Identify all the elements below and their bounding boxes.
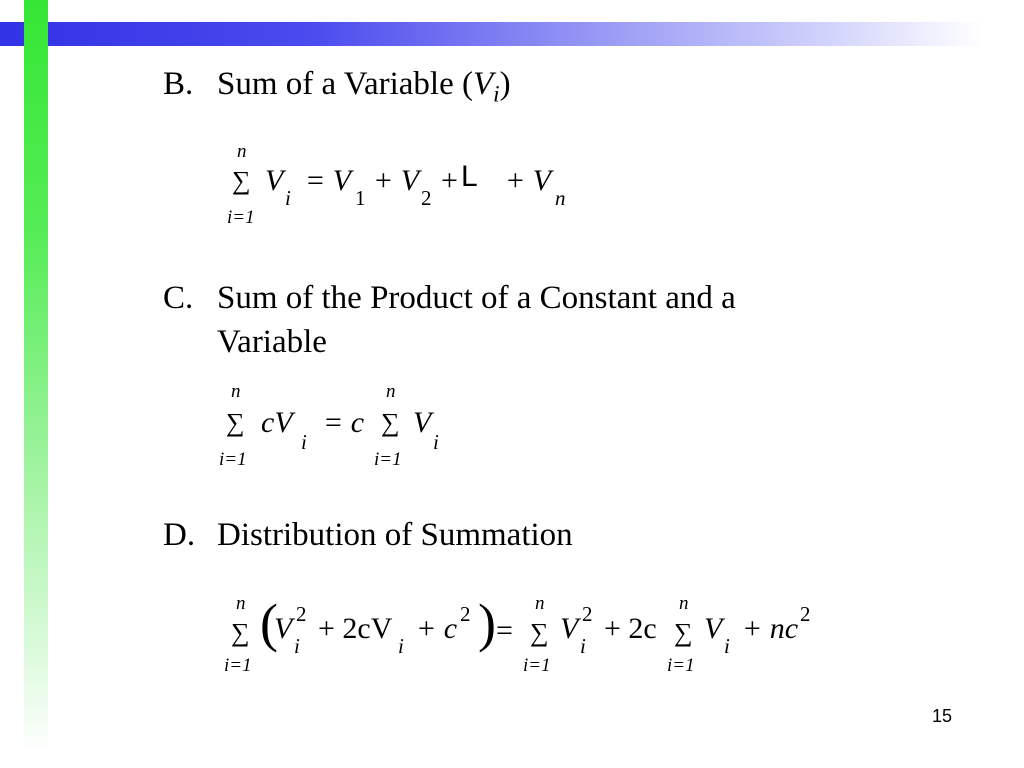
term-sub: i (580, 634, 586, 658)
ellipsis-symbol: L (461, 160, 478, 193)
term-v: + V (373, 164, 420, 197)
term-sup: 2 (296, 602, 307, 626)
term-sup: 2 (460, 602, 471, 626)
heading-b-var: V (473, 66, 494, 102)
term-sub: n (555, 186, 566, 210)
equals-sign: = (496, 614, 513, 647)
term-sub: i (398, 634, 404, 658)
sum-lower-limit: i=1 (523, 655, 551, 676)
page-number: 15 (931, 706, 952, 726)
term-equals-c: = c (323, 406, 365, 439)
term-sub: 2 (421, 186, 432, 210)
summation-icon: ∑ (381, 408, 400, 437)
left-decorative-bar (24, 0, 48, 768)
sum-upper-limit: n (386, 381, 396, 402)
term-sub: i (294, 634, 300, 658)
term-sup: 2 (800, 602, 811, 626)
plus-sign: + (441, 164, 458, 197)
sum-lower-limit: i=1 (374, 449, 402, 470)
term-v: = V (305, 164, 352, 197)
term-v: V (560, 612, 579, 645)
close-paren: ) (478, 593, 496, 653)
term-sub: i (301, 430, 307, 454)
heading-b-close: ) (499, 66, 511, 102)
formula-distribution (222, 590, 822, 700)
heading-b-sub: i (493, 81, 500, 107)
term-nc: + nc (742, 612, 799, 645)
heading-text-d: Distribution of Summation (217, 517, 573, 553)
term-sup: 2 (582, 602, 593, 626)
term-2cv: + 2cV (318, 612, 393, 645)
summation-icon: ∑ (530, 618, 549, 647)
summation-icon: ∑ (226, 408, 245, 437)
term-v: V (274, 612, 293, 645)
summation-icon: ∑ (232, 166, 251, 195)
sum-lower-limit: i=1 (224, 655, 252, 676)
sum-lower-limit: i=1 (227, 207, 255, 228)
term-v: V (265, 164, 284, 197)
sum-upper-limit: n (535, 593, 545, 614)
summation-icon: ∑ (231, 618, 250, 647)
term-sub: 1 (355, 186, 366, 210)
open-paren: ( (260, 593, 278, 653)
sum-upper-limit: n (237, 141, 247, 162)
formula-sum-of-product (215, 380, 475, 490)
sum-upper-limit: n (231, 381, 241, 402)
sum-upper-limit: n (679, 593, 689, 614)
heading-marker-b: B. (163, 66, 194, 102)
term-c: + c (416, 612, 458, 645)
term-sub: i (724, 634, 730, 658)
term-v: V (413, 406, 432, 439)
heading-b-label: Sum of a Variable ( (217, 66, 473, 102)
term-v: V (704, 612, 723, 645)
sum-lower-limit: i=1 (219, 449, 247, 470)
heading-text-c-line2: Variable (217, 324, 327, 360)
heading-text-c-line1: Sum of the Product of a Constant and a (217, 280, 736, 316)
heading-marker-d: D. (163, 517, 196, 553)
sum-upper-limit: n (236, 593, 246, 614)
summation-icon: ∑ (674, 618, 693, 647)
top-decorative-bar (0, 22, 1024, 46)
heading-text-b (217, 62, 511, 117)
term-sub: i (285, 186, 291, 210)
term-sub: i (433, 430, 439, 454)
formula-sum-of-variable (225, 140, 625, 250)
heading-marker-c: C. (163, 280, 194, 316)
term-v: + V (505, 164, 552, 197)
term-2c: + 2c (604, 612, 657, 645)
sum-lower-limit: i=1 (667, 655, 695, 676)
term-cv: cV (261, 406, 293, 439)
